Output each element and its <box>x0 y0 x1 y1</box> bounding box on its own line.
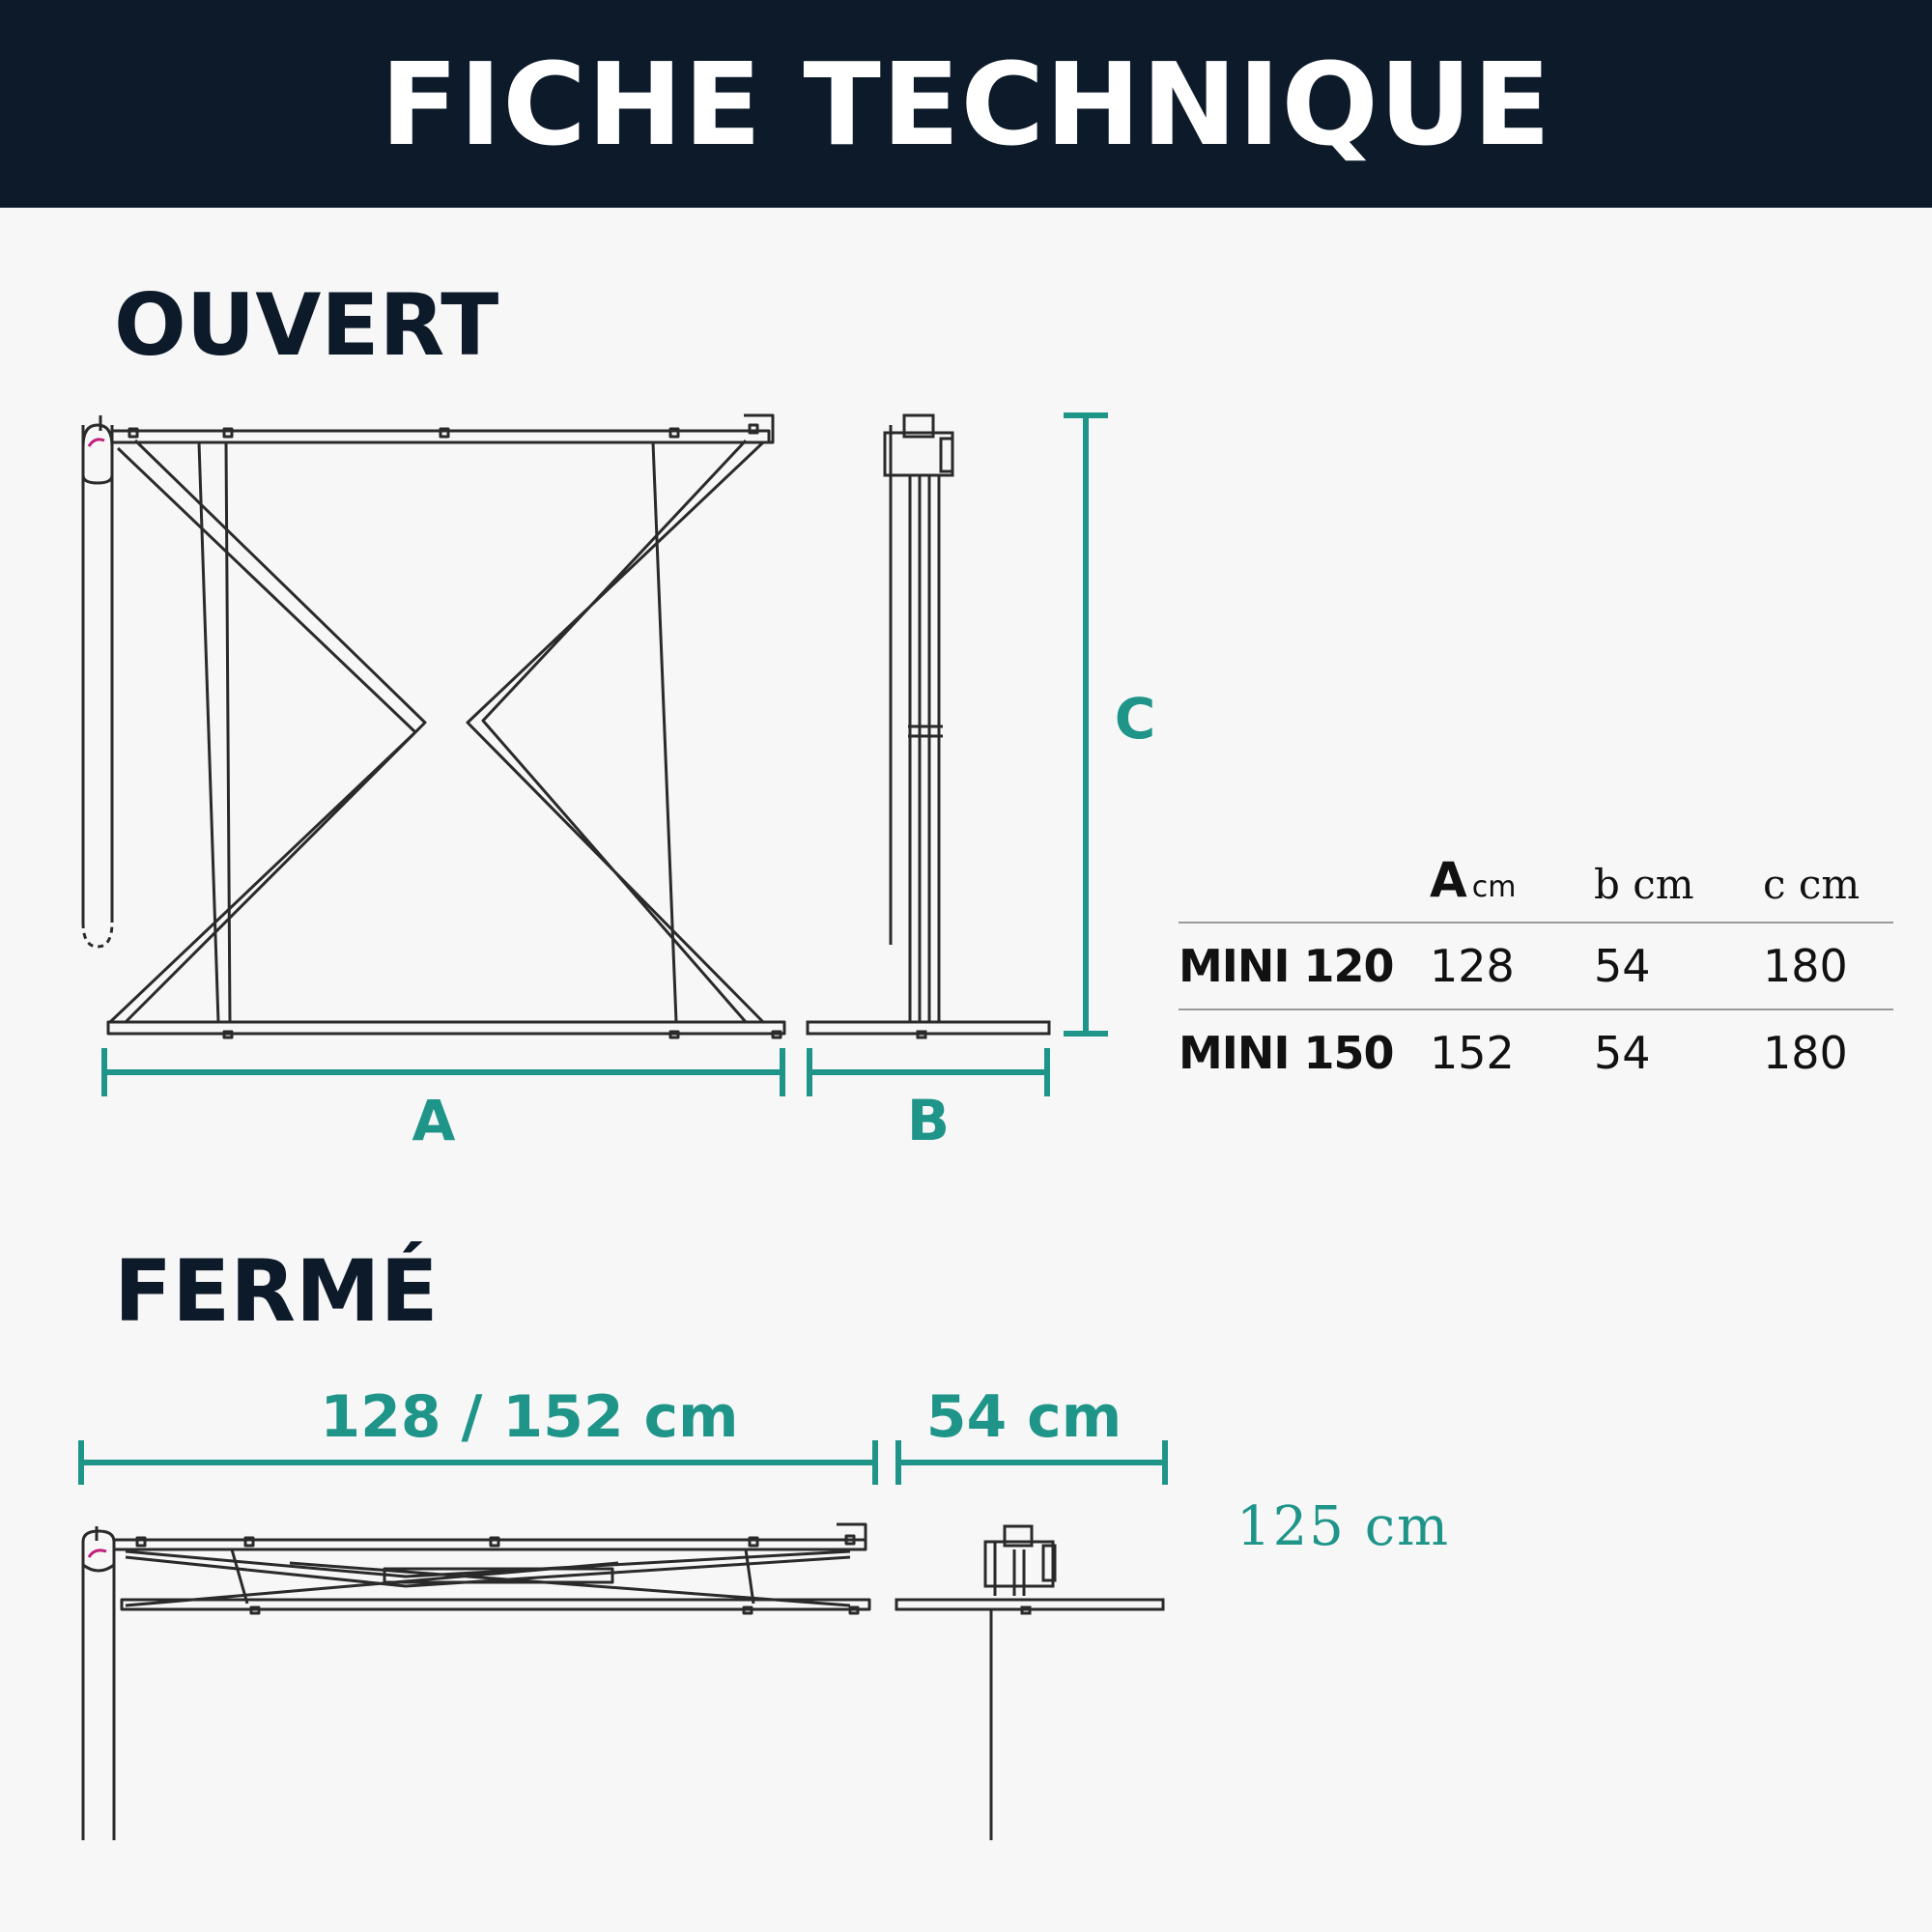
header-b-label: b cm <box>1594 861 1694 908</box>
table-row <box>1179 923 1893 1009</box>
closed-side-view <box>896 1526 1163 1840</box>
table-header-a <box>1430 840 1594 923</box>
header-c-label: c cm <box>1763 861 1861 908</box>
open-side-view <box>808 415 1049 1037</box>
scissor-arm-right <box>468 440 763 1022</box>
closed-bottom-rail <box>122 1600 869 1609</box>
row-model: MINI 120 <box>1179 923 1430 1009</box>
row-c-value: 180 <box>1763 923 1893 1009</box>
section-title-closed: FERMÉ <box>114 1241 439 1341</box>
hook-icon <box>89 440 104 446</box>
row-a-value: 152 <box>1430 1027 1515 1079</box>
dim-label-closed-height: 125 cm <box>1236 1495 1451 1558</box>
table-header-row <box>1179 840 1893 923</box>
table-header-c <box>1763 840 1893 923</box>
row-b-value: 54 <box>1594 1027 1651 1079</box>
header-a-letter: A <box>1430 852 1467 908</box>
dim-label-b: B <box>906 1088 951 1153</box>
table-row <box>1179 1009 1893 1095</box>
wall-post-cap <box>83 425 112 483</box>
hook-icon <box>89 1550 106 1557</box>
wall-post <box>83 425 112 923</box>
open-dimensions <box>104 415 1105 1094</box>
closed-front-view <box>83 1524 869 1840</box>
bottom-rail <box>108 1022 784 1034</box>
row-b-value: 54 <box>1594 923 1763 1009</box>
wall-post-bottom <box>83 923 112 947</box>
dim-line-c <box>1066 415 1105 1034</box>
closed-wall-post <box>83 1565 114 1840</box>
section-title-open: OUVERT <box>114 275 499 375</box>
table-header-empty <box>1179 840 1430 923</box>
dim-label-closed-depth: 54 cm <box>925 1383 1122 1451</box>
row-model: MINI 150 <box>1179 1027 1394 1079</box>
page-title: FICHE TECHNIQUE <box>380 37 1552 171</box>
row-a-value: 128 <box>1430 923 1594 1009</box>
side-base <box>808 1022 1049 1034</box>
scissor-arm-left <box>110 440 425 1022</box>
open-front-view <box>83 415 784 1037</box>
table-header-b <box>1594 840 1763 923</box>
spec-table <box>1179 840 1893 1095</box>
dim-label-c: C <box>1114 686 1156 752</box>
header-a-unit: cm <box>1471 870 1517 904</box>
dim-label-a: A <box>412 1088 456 1153</box>
row-c-value: 180 <box>1763 1027 1848 1079</box>
dim-label-closed-width: 128 / 152 cm <box>320 1383 739 1451</box>
